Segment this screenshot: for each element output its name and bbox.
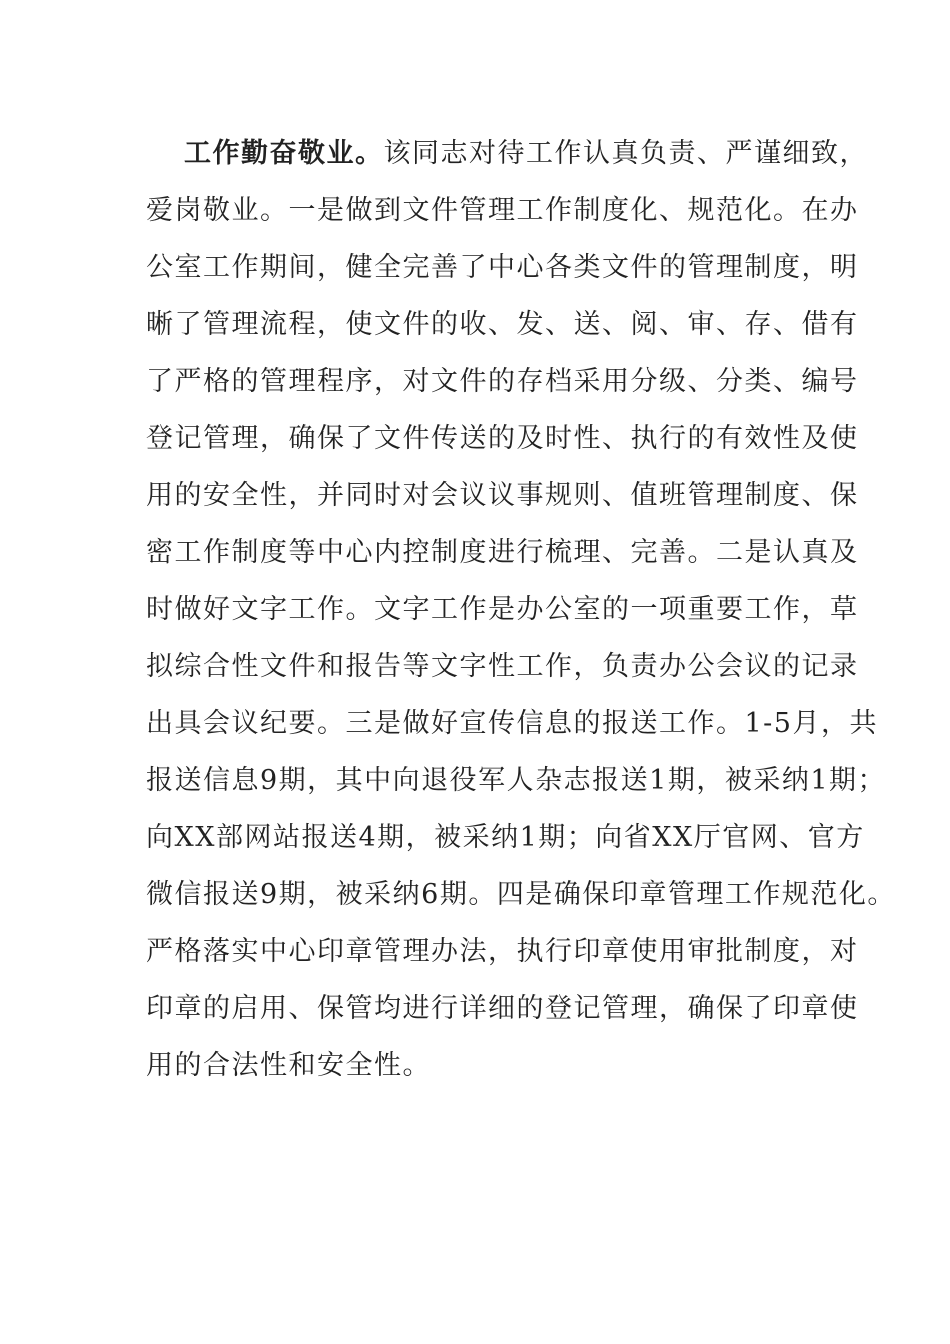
paragraph-line: 公室工作期间，健全完善了中心各类文件的管理制度，明 [146,252,859,283]
paragraph-line-text: 该同志对待工作认真负责、严谨细致， [383,138,868,169]
paragraph-line: 拟综合性文件和报告等文字性工作，负责办公会议的记录 [146,651,859,682]
paragraph-line: 向XX部网站报送4期，被采纳1期；向省XX厅官网、官方 [146,822,865,853]
paragraph-line: 密工作制度等中心内控制度进行梳理、完善。二是认真及 [146,537,859,568]
paragraph-line: 出具会议纪要。三是做好宣传信息的报送工作。1-5月，共 [146,708,878,739]
paragraph-line: 登记管理，确保了文件传送的及时性、执行的有效性及使 [146,423,859,454]
paragraph-line: 印章的启用、保管均进行详细的登记管理，确保了印章使 [146,993,859,1024]
paragraph-line: 严格落实中心印章管理办法，执行印章使用审批制度，对 [146,936,859,967]
paragraph-line: 微信报送9期，被采纳6期。四是确保印章管理工作规范化。 [146,879,896,910]
paragraph-line: 爱岗敬业。一是做到文件管理工作制度化、规范化。在办 [146,195,859,226]
paragraph-line: 用的合法性和安全性。 [146,1050,431,1081]
paragraph-heading: 工作勤奋敬业。 [184,138,384,169]
paragraph-line [146,132,868,189]
paragraph-line: 报送信息9期，其中向退役军人杂志报送1期，被采纳1期； [146,765,887,796]
paragraph-line: 用的安全性，并同时对会议议事规则、值班管理制度、保 [146,480,859,511]
body-paragraph [146,132,896,1101]
paragraph-line: 晰了管理流程，使文件的收、发、送、阅、审、存、借有 [146,309,859,340]
paragraph-line: 时做好文字工作。文字工作是办公室的一项重要工作，草 [146,594,859,625]
paragraph-line: 了严格的管理程序，对文件的存档采用分级、分类、编号 [146,366,859,397]
